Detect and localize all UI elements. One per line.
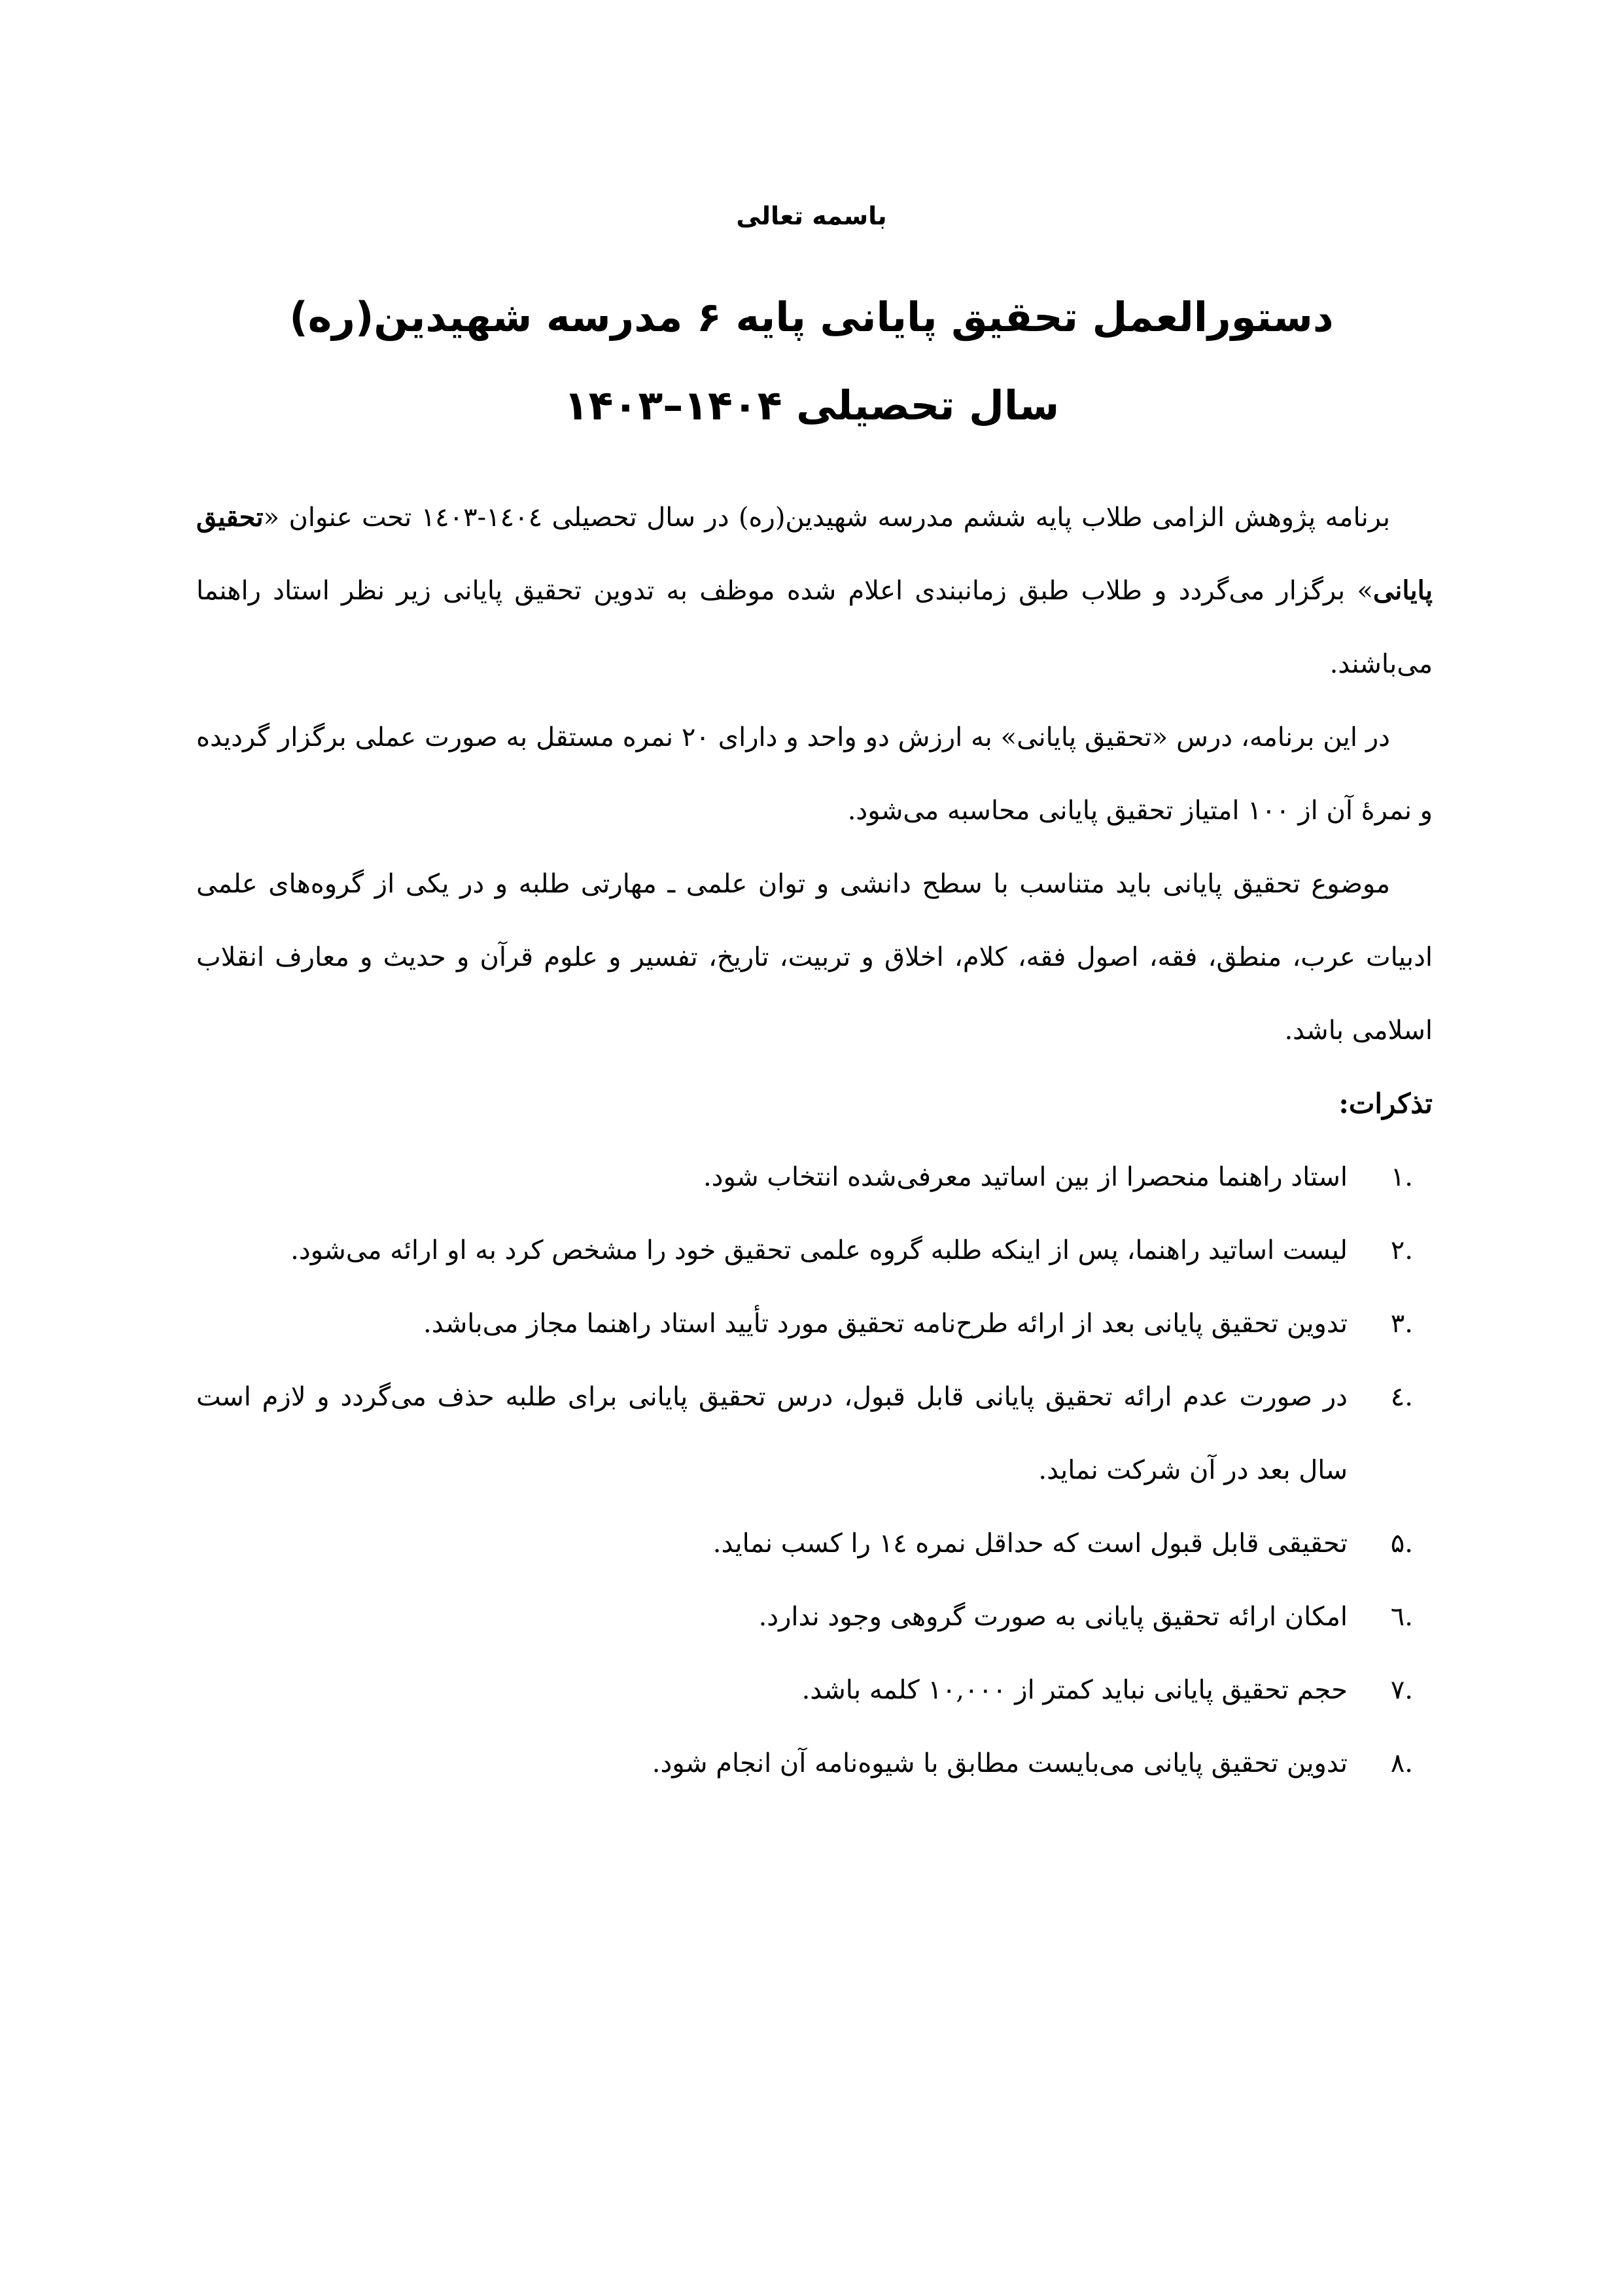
paragraph-intro-text-start: برنامه پژوهش الزامی طلاب پایه ششم مدرسه شهیدین(ره) در سال تحصیلی ۱٤۰٤-۱٤۰۳ تحت عنوان «	[263, 503, 1391, 533]
note-text: لیست اساتید راهنما، پس از اینکه طلبه گروه علمی تحقیق خود را مشخص کرد به او ارائه می‌شود.	[290, 1235, 1348, 1265]
notes-heading: تذکرات:	[1338, 1087, 1433, 1120]
paragraph-topic-scope: موضوع تحقیق پایانی باید متناسب با سطح دانشی و توان علمی ـ مهارتی طلبه و در یکی از گروه‌های علمی ادبیات عرب، منطق، فقه، اصول فقه، کلام، اخلاق و تربیت، تاریخ، تفسیر و علوم قرآن و حدیث و معارف انقلاب اسلامی باشد.	[196, 869, 1433, 1046]
note-text: استاد راهنما منحصرا از بین اساتید معرفی‌شده انتخاب شود.	[703, 1162, 1348, 1192]
note-item	[196, 1360, 1433, 1507]
note-item	[196, 1140, 1433, 1214]
note-text: امکان ارائه تحقیق پایانی به صورت گروهی وجود ندارد.	[758, 1602, 1348, 1632]
note-text: حجم تحقیق پایانی نباید کمتر از ۱۰,۰۰۰ کلمه باشد.	[801, 1675, 1348, 1705]
document-title: دستورالعمل تحقیق پایانی پایه ۶ مدرسه شهیدین(ره)	[289, 293, 1334, 341]
paragraph-course-credit: در این برنامه، درس «تحقیق پایانی» به ارزش دو واحد و دارای ۲۰ نمره مستقل به صورت عملی برگزار گردیده و نمرهٔ آن از ۱۰۰ امتیاز تحقیق پایانی محاسبه می‌شود.	[196, 722, 1433, 826]
note-number: .۱	[1390, 1162, 1413, 1192]
notes-list	[196, 1140, 1433, 1800]
note-item	[196, 1727, 1433, 1800]
note-number: .۳	[1390, 1309, 1413, 1339]
note-text: تحقیقی قابل قبول است که حداقل نمره ١٤ را کسب نماید.	[712, 1528, 1348, 1559]
note-item	[196, 1214, 1433, 1287]
note-number: .٤	[1390, 1382, 1413, 1412]
note-number: .۵	[1390, 1528, 1413, 1559]
note-number: .۲	[1390, 1235, 1413, 1265]
document-subtitle-year: سال تحصیلی ۱۴۰۴–۱۴۰۳	[563, 381, 1060, 429]
note-text: تدوین تحقیق پایانی می‌بایست مطابق با شیوه‌نامه آن انجام شود.	[652, 1748, 1348, 1778]
note-item	[196, 1653, 1433, 1727]
document-body	[196, 481, 1433, 1800]
bismillah-heading: باسمه تعالی	[736, 202, 887, 230]
note-text: تدوین تحقیق پایانی بعد از ارائه طرح‌نامه تحقیق مورد تأیید استاد راهنما مجاز می‌باشد.	[423, 1309, 1348, 1339]
note-number: .۸	[1390, 1748, 1413, 1778]
paragraph-intro-text-end: » برگزار می‌گردد و طلاب طبق زمانبندی اعلام شده موظف به تدوین تحقیق پایانی زیر نظر استاد راهنما می‌باشند.	[196, 576, 1433, 679]
note-item	[196, 1287, 1433, 1360]
note-number: .۷	[1390, 1675, 1413, 1705]
note-number: .٦	[1390, 1602, 1413, 1632]
paragraph-intro-bold-term: تحقیق پایانی	[196, 502, 1433, 606]
paragraph-intro	[196, 481, 1433, 701]
note-item	[196, 1507, 1433, 1580]
note-text: در صورت عدم ارائه تحقیق پایانی قابل قبول، درس تحقیق پایانی برای طلبه حذف می‌گردد و لازم است سال بعد در آن شرکت نماید.	[196, 1382, 1348, 1485]
note-item	[196, 1580, 1433, 1653]
